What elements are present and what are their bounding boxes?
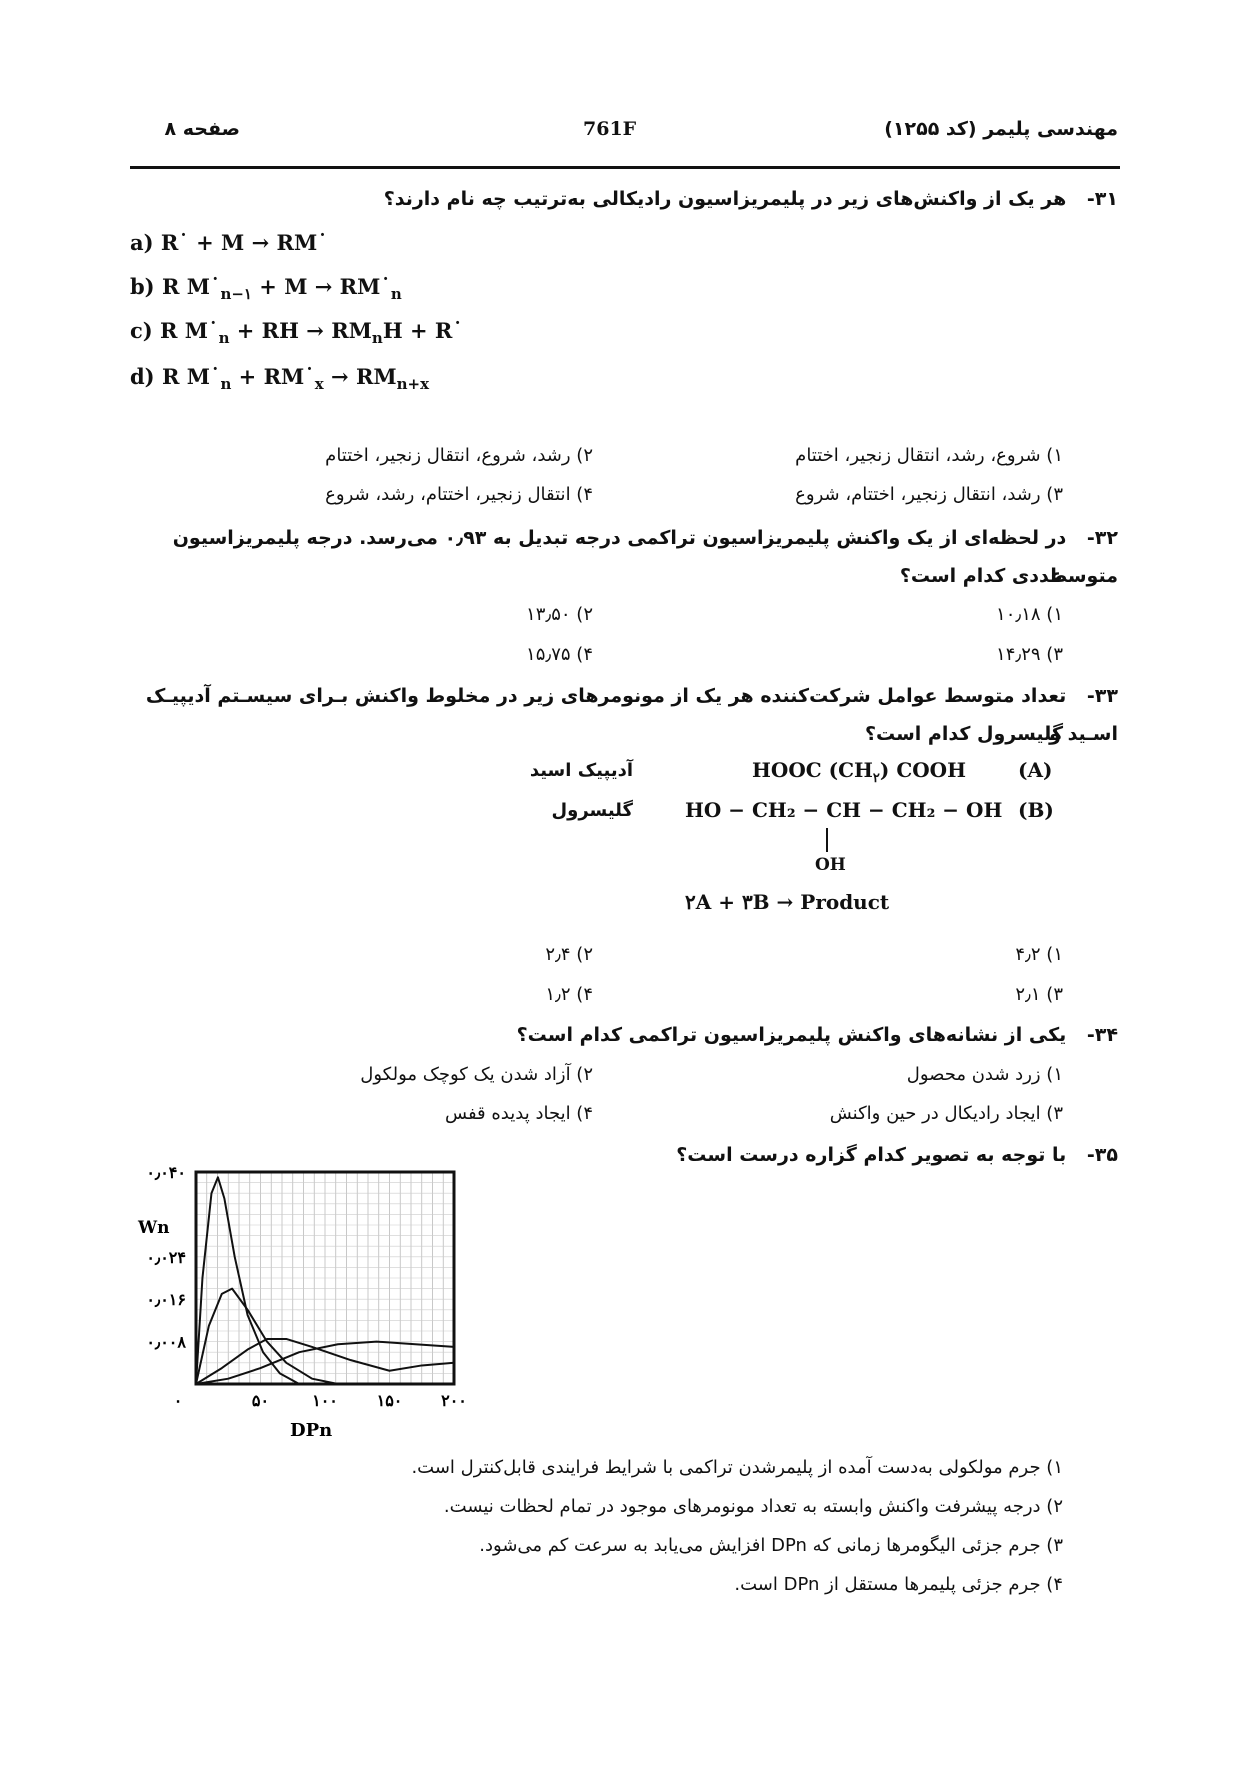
x-tick-label: ۰ [173, 1391, 183, 1410]
chart-y-ticks [146, 1163, 186, 1352]
equation-a: a) R˙ + M → RM˙ [130, 230, 328, 255]
q31-option-3[interactable]: ۳) رشد، انتقال زنجیر، اختتام، شروع [795, 484, 1063, 505]
q33-option-4[interactable]: ۴) ۱٫۲ [545, 984, 593, 1005]
compound-b-name: گلیسرول [551, 800, 633, 821]
compound-a-label: (A) [1018, 758, 1053, 782]
question-text: با توجه به تصویر کدام گزاره درست است؟ [676, 1144, 1067, 1166]
question-number: ۳۳- [1086, 685, 1118, 707]
q34-option-4[interactable]: ۴) ایجاد پدیده قفس [445, 1103, 593, 1124]
header-page-number: صفحه ۸ [164, 118, 240, 140]
compound-b-label: (B) [1018, 798, 1054, 822]
x-tick-label: ۵۰ [251, 1391, 270, 1410]
compound-b-branch-bond [826, 828, 828, 852]
compound-a-formula: HOOC $(CH_۲)$ COOH [752, 758, 966, 786]
question-text-line1: تعداد متوسط عوامل شرکت‌کننده هر یک از مونومرهای زیر در مخلوط واکنش بـرای سیسـتم آدیپیـک اسـید و [145, 685, 1118, 745]
compound-a-name: آدیپیک اسید [529, 760, 633, 781]
equation-c: c) R $M˙_n$ + RH → $RM_nH$ + R˙ [130, 318, 463, 348]
q33-option-2[interactable]: ۲) ۲٫۴ [545, 944, 593, 965]
compound-b-branch: OH [815, 855, 846, 875]
q32-option-4[interactable]: ۴) ۱۵٫۷۵ [526, 644, 593, 665]
compound-b-formula: HO − CH₂ − CH − CH₂ − OH [685, 798, 1003, 822]
q34-option-3[interactable]: ۳) ایجاد رادیکال در حین واکنش [829, 1103, 1063, 1124]
header-exam-code: 761F [583, 118, 637, 140]
q32-option-1[interactable]: ۱) ۱۰٫۱۸ [996, 604, 1063, 625]
q33-option-3[interactable]: ۳) ۲٫۱ [1015, 984, 1063, 1005]
question-number: ۳۵- [1086, 1144, 1118, 1166]
equation-d: d) R $M˙_n$ + $RM˙_x \to RM_{n+x}$ [130, 364, 430, 394]
q31-option-2[interactable]: ۲) رشد، شروع، انتقال زنجیر، اختتام [325, 445, 593, 466]
q32-option-3[interactable]: ۳) ۱۴٫۲۹ [996, 644, 1063, 665]
chart-x-ticks [174, 1391, 467, 1410]
q31-option-4[interactable]: ۴) انتقال زنجیر، اختتام، رشد، شروع [325, 484, 593, 505]
series-line-1 [196, 1177, 299, 1384]
question-number: ۳۲- [1086, 527, 1118, 549]
equation-b: b) R $M˙_{n-۱} + M$ → $RM˙_n$ [130, 274, 402, 304]
y-tick-label: ۰٫۰۲۴ [146, 1247, 186, 1267]
header-rule [130, 166, 1120, 169]
question-32-line2: عددی کدام است؟ [899, 565, 1063, 587]
x-tick-label: ۲۰۰ [441, 1391, 467, 1410]
question-text: هر یک از واکنش‌های زیر در پلیمریزاسیون رادیکالی به‌ترتیب چه نام دارند؟ [383, 188, 1067, 210]
q34-option-2[interactable]: ۲) آزاد شدن یک کوچک مولکول [360, 1064, 593, 1085]
q34-option-1[interactable]: ۱) زرد شدن محصول [906, 1064, 1063, 1085]
chart-y-label: Wn [138, 1218, 170, 1238]
q35-option-1[interactable]: ۱) جرم مولکولی به‌دست آمده از پلیمرشدن تراکمی با شرایط فرایندی قابل‌کنترل است. [411, 1457, 1063, 1478]
q32-option-2[interactable]: ۲) ۱۳٫۵۰ [526, 604, 593, 625]
y-tick-label: ۰٫۰۴۰ [146, 1163, 186, 1182]
question-31 [118, 180, 1118, 218]
question-34 [118, 1016, 1118, 1054]
reaction-equation: ۲A + ۳B → Product [685, 890, 890, 914]
question-text: یکی از نشانه‌های واکنش پلیمریزاسیون تراکمی کدام است؟ [516, 1024, 1067, 1046]
question-text-line1: در لحظه‌ای از یک واکنش پلیمریزاسیون تراکمی درجه تبدیل به ۰٫۹۳ می‌رسد. درجه پلیمریزاسیون متوسط [172, 527, 1118, 587]
question-number: ۳۱- [1086, 188, 1118, 210]
header-course-title: مهندسی پلیمر (کد ۱۲۵۵) [884, 118, 1118, 140]
question-33-line2: گلیسرول کدام است؟ [864, 723, 1063, 745]
q35-option-4[interactable]: ۴) جرم جزئی پلیمرها مستقل از DPn است. [734, 1574, 1063, 1595]
q31-option-1[interactable]: ۱) شروع، رشد، انتقال زنجیر، اختتام [795, 445, 1063, 466]
x-tick-label: ۱۰۰ [312, 1391, 338, 1410]
question-number: ۳۴- [1086, 1024, 1118, 1046]
q35-option-2[interactable]: ۲) درجه پیشرفت واکنش وابسته به تعداد مونومرهای موجود در تمام لحظات نیست. [443, 1496, 1063, 1517]
chart-x-label: DPn [290, 1420, 333, 1440]
y-tick-label: ۰٫۰۰۸ [146, 1332, 186, 1352]
weight-fraction-chart [120, 1160, 470, 1440]
y-tick-label: ۰٫۰۱۶ [146, 1290, 186, 1310]
q33-option-1[interactable]: ۱) ۴٫۲ [1015, 944, 1063, 965]
x-tick-label: ۱۵۰ [376, 1391, 403, 1410]
q35-option-3[interactable]: ۳) جرم جزئی الیگومرها زمانی که DPn افزایش می‌یابد به سرعت کم می‌شود. [479, 1535, 1063, 1556]
